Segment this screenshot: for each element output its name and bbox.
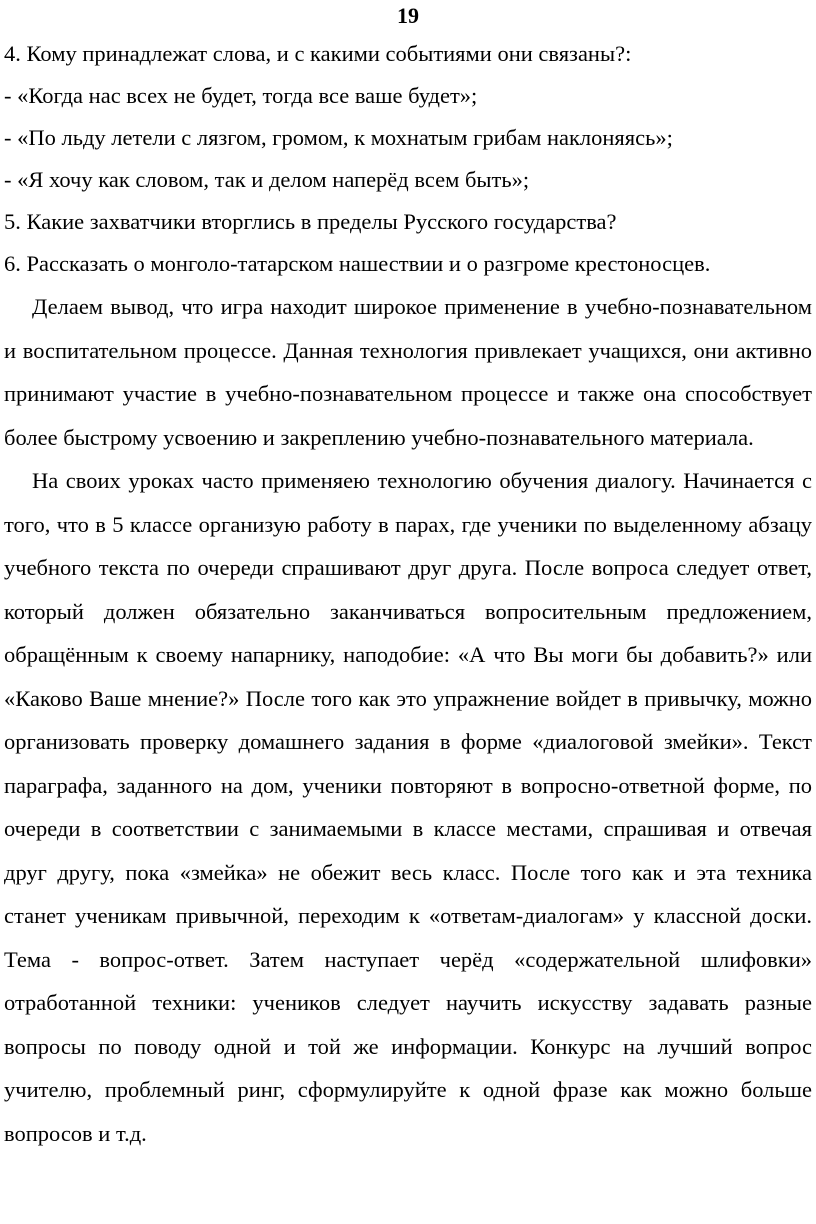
page-number: 19 — [397, 3, 419, 28]
paragraph-conclusion: Делаем вывод, что игра находит широкое применение в учебно-познавательном и воспитательном процессе. Данная технология привлекает учащихся, они активно принимают участие в учебно-познавательном процессе и также она способствует более быстрому усвоению и закреплению учебно-познавательного материала. — [4, 294, 812, 450]
question-line: 4. Кому принадлежат слова, и с какими событиями они связаны?: — [4, 41, 632, 66]
quote-line: - «Когда нас всех не будет, тогда все ваше будет»; — [4, 83, 478, 108]
quote-line: - «По льду летели с лязгом, громом, к мохнатым грибам наклоняясь»; — [4, 125, 673, 150]
quote-line: - «Я хочу как словом, так и делом наперёд всем быть»; — [4, 167, 530, 192]
question-line: 6. Рассказать о монголо-татарском нашествии и о разгроме крестоносцев. — [4, 251, 711, 276]
paragraph-dialogue-technology: На своих уроках часто применяею технологию обучения диалогу. Начинается с того, что в 5 классе организую работу в парах, где ученики по выделенному абзацу учебного текста по очереди спрашивают друг друга. После вопроса следует ответ, который должен обязательно заканчиваться вопросительным предложением, обращённым к своему напарнику, наподобие: «А что Вы моги бы добавить?» или «Каково Ваше мнение?» После того как это упражнение войдет в привычку, можно организовать проверку домашнего задания в форме «диалоговой змейки». Текст параграфа, заданного на дом, ученики повторяют в вопросно-ответной форме, по очереди в соответствии с занимаемыми в классе местами, спрашивая и отвечая друг другу, пока «змейка» не обежит весь класс. После того как и эта техника станет ученикам привычной, переходим к «ответам-диалогам» у классной доски. Тема - вопрос-ответ. Затем наступает черёд «содержательной шлифовки» отработанной техники: учеников следует научить искусству задавать разные вопросы по поводу одной и той же информации. Конкурс на лучший вопрос учителю, проблемный ринг, сформулируйте к одной фразе как можно больше вопросов и т.д. — [4, 468, 812, 1146]
question-line: 5. Какие захватчики вторглись в пределы Русского государства? — [4, 209, 617, 234]
question-list — [4, 33, 812, 285]
